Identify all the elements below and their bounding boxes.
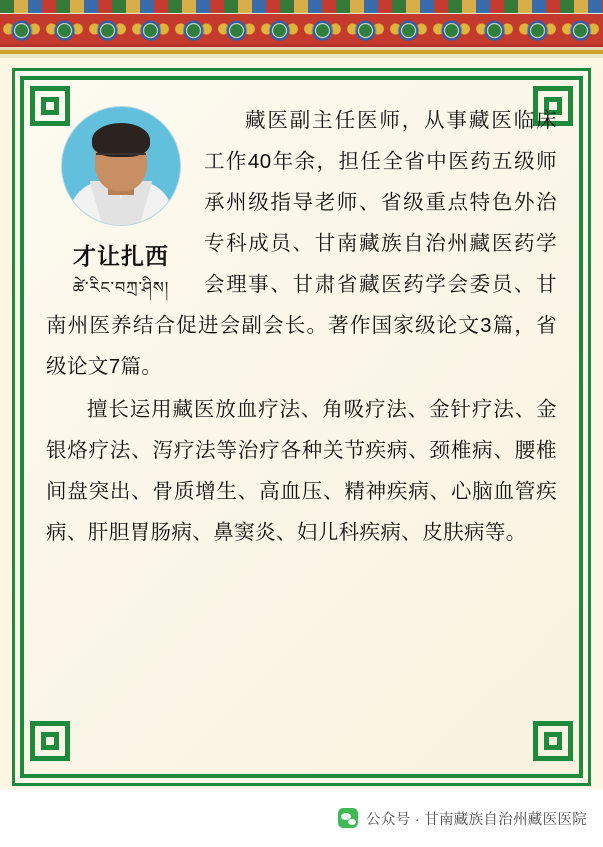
band-motif-icon	[215, 13, 258, 45]
wechat-icon	[338, 808, 358, 828]
band-crown-pattern	[0, 0, 603, 13]
band-motif-icon	[387, 13, 430, 45]
band-motif-icon	[129, 13, 172, 45]
doctor-name-tibetan: ཚེ་རིང་བཀྲ་ཤིས།	[72, 280, 170, 297]
band-motif-icon	[172, 13, 215, 45]
bio-paragraph-credentials: 藏医副主任医师，从事藏医临床工作40年余，担任全省中医药五级师承州级指导老师、省级重点特色外治专科成员、甘南藏族自治州藏医药学会理事、甘肃省藏医药学会委员、甘南州医养结合促进会副会长。著作国家级论文3篇，省级论文7篇。	[46, 109, 557, 378]
band-motif-icon	[86, 13, 129, 45]
footer-bar	[0, 789, 603, 847]
band-motif-icon	[43, 13, 86, 45]
band-motif-icon	[516, 13, 559, 45]
band-motif-icon	[301, 13, 344, 45]
portrait-hair-shape	[92, 123, 150, 157]
band-motif-icon	[430, 13, 473, 45]
band-motif-icon	[473, 13, 516, 45]
band-motif-icon	[344, 13, 387, 45]
band-motif-icon	[0, 13, 43, 45]
poster-content	[46, 100, 557, 760]
tibetan-decorative-band	[0, 0, 603, 58]
footer-account-label: 公众号 · 甘南藏族自治州藏医医院	[366, 811, 587, 828]
band-motif-icon	[559, 13, 602, 45]
portrait-glasses-shape	[96, 153, 146, 166]
doctor-profile-block	[46, 100, 196, 298]
band-motif-row	[0, 13, 603, 45]
band-motif-icon	[258, 13, 301, 45]
bio-paragraph-specialties: 擅长运用藏医放血疗法、角吸疗法、金针疗法、金银烙疗法、泻疗法等治疗各种关节疾病、颈椎病、腰椎间盘突出、骨质增生、高血压、精神疾病、心脑血管疾病、肝胆胃肠病、鼻窦炎、妇儿科疾病、皮肤病等。	[46, 398, 557, 544]
doctor-portrait-photo	[61, 106, 181, 226]
doctor-name: 才让扎西	[73, 243, 169, 269]
